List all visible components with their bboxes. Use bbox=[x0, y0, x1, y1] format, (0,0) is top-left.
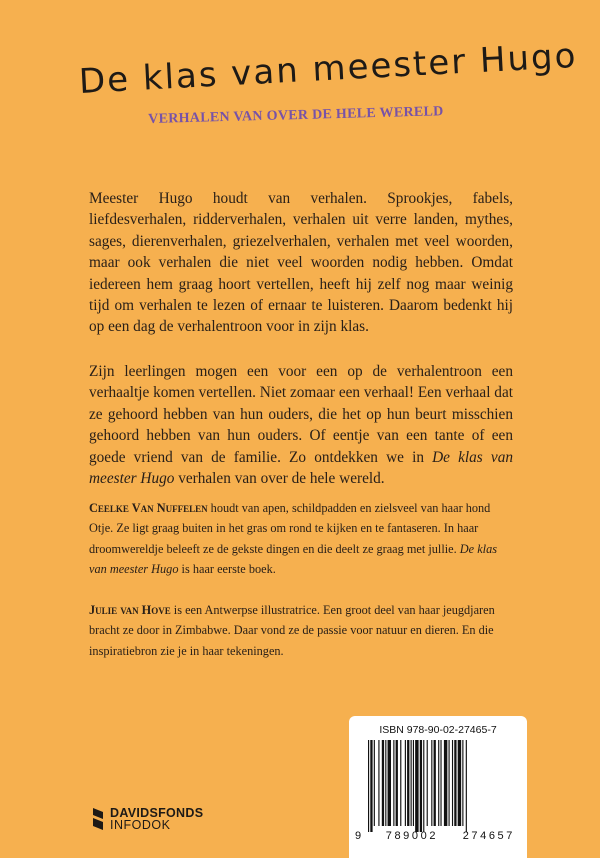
barcode-bar bbox=[415, 740, 418, 832]
illustrator-bio bbox=[89, 600, 513, 661]
barcode-bar bbox=[382, 740, 384, 826]
barcode-bar bbox=[466, 740, 467, 832]
barcode-bar bbox=[413, 740, 414, 826]
barcode-bar bbox=[396, 740, 398, 826]
barcode-bar bbox=[388, 740, 391, 826]
cover-title: De klas van meester Hugo bbox=[78, 35, 579, 102]
barcode-bar bbox=[400, 740, 401, 826]
barcode-bar bbox=[405, 740, 406, 826]
barcode-bar bbox=[374, 740, 375, 826]
barcode-box bbox=[349, 716, 527, 858]
publisher-line-2: INFODOK bbox=[110, 818, 171, 832]
barcode-bar bbox=[427, 740, 428, 826]
davidsfonds-logo-icon bbox=[92, 806, 104, 832]
barcode-bar bbox=[378, 740, 379, 826]
barcode-bar bbox=[454, 740, 456, 826]
barcode-bar bbox=[420, 740, 422, 832]
barcode-bar bbox=[385, 740, 386, 826]
barcode-bar bbox=[370, 740, 372, 832]
barcode-bar bbox=[449, 740, 450, 826]
barcode-bar bbox=[393, 740, 394, 826]
blurb-paragraph-2-part-b: verhalen van over de hele wereld. bbox=[174, 470, 385, 488]
barcode-bar bbox=[444, 740, 447, 826]
blurb-paragraph-2-part-a: Zijn leerlingen mogen een voor een op de verhalentroon een verhaaltje komen vertellen. Niet zomaar een verhaal! Een verhaal dat ze gehoord hebben van hun ouders, die het op hun beurt misschien gehoord hebben van hun ouders. Of eentje van een tante of een goede vriend van de familie. Zo ontdekken we in bbox=[89, 363, 513, 466]
author-bio bbox=[89, 498, 513, 580]
publisher-name bbox=[110, 807, 203, 831]
barcode-bar bbox=[434, 740, 436, 826]
barcode-bar bbox=[407, 740, 409, 826]
cover-subtitle: VERHALEN VAN OVER DE HELE WERELD bbox=[148, 104, 444, 127]
barcode-bar bbox=[423, 740, 424, 832]
barcode-bar bbox=[431, 740, 432, 826]
publisher-logo bbox=[92, 806, 203, 832]
author-bio-part-a: houdt van apen, schildpadden en zielsveel van haar hond Otje. Ze ligt graag buiten in het gras om rond te kijken en te fantaseren. In haar droomwereldje beleeft ze de gekste dingen en die deelt ze graag met jullie. bbox=[89, 501, 491, 556]
isbn-label: ISBN 978-90-02-27465-7 bbox=[379, 724, 497, 736]
book-title-italic: De klas van meester Hugo bbox=[89, 448, 513, 488]
barcode-digits-right: 274657 bbox=[462, 830, 515, 842]
barcode-bar bbox=[452, 740, 453, 826]
illustrator-bio-text: is een Antwerpse illustratrice. Een groot deel van haar jeugdjaren bracht ze door in Zimbabwe. Daar vond ze de passie voor natuur en dieren. En die inspiratiebron zie je in haar tekeningen. bbox=[89, 603, 495, 658]
barcode-bar bbox=[368, 740, 369, 832]
author-bio-book-title: De klas van meester Hugo bbox=[89, 541, 498, 577]
barcode-bar bbox=[411, 740, 412, 826]
publisher-line-1: DAVIDSFONDS bbox=[110, 806, 204, 820]
barcode-bar bbox=[462, 740, 463, 826]
barcode-bar bbox=[440, 740, 441, 826]
blurb-paragraph-1: Meester Hugo houdt van verhalen. Sprookjes, fabels, liefdesverhalen, ridderverhalen, verhalen uit verre landen, mythes, sages, dierenverhalen, griezelverhalen, verhalen met veel woorden, maar ook verhalen die niet veel woorden nodig hebben. Omdat iedereen hem graag hoort vertellen, heeft hij zelf nog maar weinig tijd om verhalen te lezen of ernaar te luisteren. Daarom bedenkt hij op een dag de verhalentroon voor in zijn klas. bbox=[89, 190, 513, 336]
barcode-bar bbox=[458, 740, 461, 826]
author-name: Ceelke Van Nuffelen bbox=[89, 501, 208, 515]
blurb-paragraph-2 bbox=[89, 361, 513, 489]
barcode-bar bbox=[438, 740, 439, 826]
author-bio-part-b: is haar eerste boek. bbox=[178, 562, 276, 577]
barcode-digits bbox=[355, 830, 521, 842]
illustrator-name: Julie van Hove bbox=[89, 603, 171, 617]
barcode-bars bbox=[368, 740, 510, 832]
barcode-digits-left: 789002 bbox=[385, 830, 439, 842]
barcode-digit-first: 9 bbox=[355, 830, 362, 842]
